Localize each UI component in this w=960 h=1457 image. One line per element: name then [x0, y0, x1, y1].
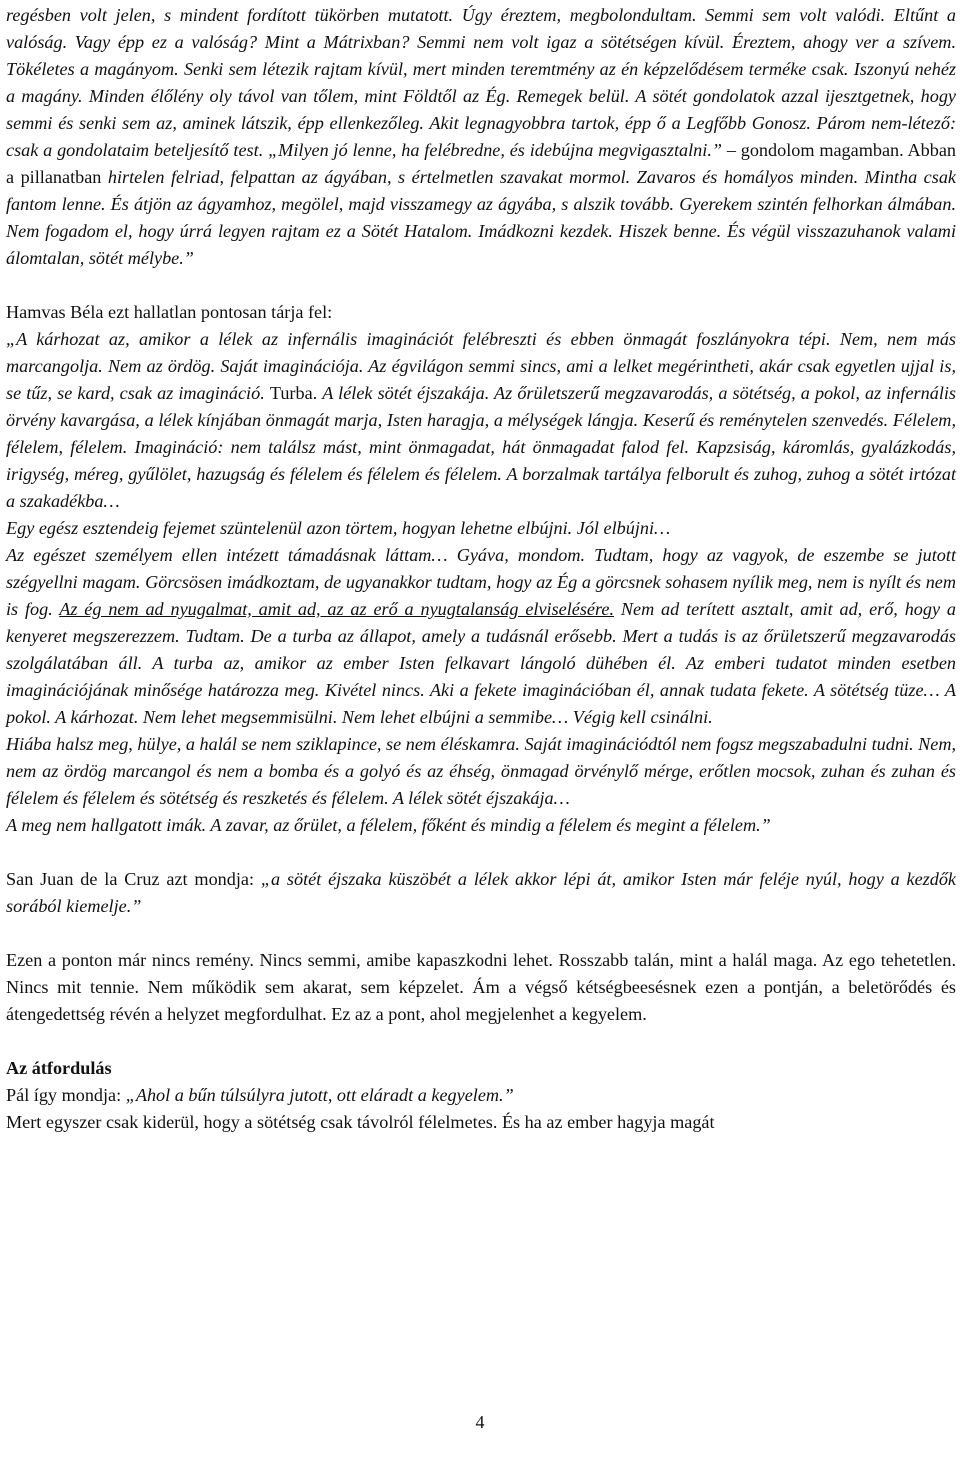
text-run: Az ég nem ad nyugalmat, amit ad, az az erő a nyugtalanság elviselésére.: [59, 599, 615, 619]
text-run: Hiába halsz meg, hülye, a halál se nem sziklapince, se nem éléskamra. Saját imaginációdtól nem fogsz megszabadulni tudni. Nem, nem az ördög marcangol és nem a bomba és a golyó és az éhség, önmagad örvénylő mérge, erőtlen mocsok, zuhan és zuhan és félelem és félelem és sötétség és reszketés és félelem. A lélek sötét éjszakája…: [6, 734, 956, 808]
text-run: regésben volt jelen, s mindent fordított tükörben mutatott. Úgy éreztem, megbolondultam. Semmi sem volt valódi. Eltűnt a valóság. Vagy épp ez a valóság? Mint a Mátrixban? Semmi nem volt igaz a sötétségen kívül. Éreztem, ahogy ver a szívem. Tökéletes a magányom. Senki sem létezik rajtam kívül, mert minden teremtmény az én képzelődésem terméke csak. Iszonyú nehéz a magány. Minden élőlény oly távol van tőlem, mint Földtől az Ég. Remegek belül. A sötét gondolatok azzal ijesztgetnek, hogy semmi és senki sem az, aminek látszik, épp ellenkezőleg. Akit legnagyobbra tartok, épp ő a Legfőbb Gonosz. Párom nem-létező: csak a gondolataim beteljesítő test. „Milyen jó lenne, ha felébredne, és idebújna megvigasztalni.”: [6, 5, 956, 160]
paragraph-gap: [6, 1028, 956, 1055]
text-run: „Ahol a bűn túlsúlyra jutott, ott eláradt a kegyelem.”: [125, 1085, 514, 1105]
paragraph-no-hope: Ezen a ponton már nincs remény. Nincs semmi, amibe kapaszkodni lehet. Rosszabb talán, mint a halál maga. Az ego tehetetlen. Nincs mit tennie. Nem működik sem akarat, sem képzelet. Ám a végső kétségbeesésnek ezen a pontján, a beletörődés és átengedettség révén a helyzet megfordulhat. Ez az a pont, ahol megjelenhet a kegyelem.: [6, 950, 956, 1024]
paragraph-closing: Mert egyszer csak kiderül, hogy a sötétség csak távolról félelmetes. És ha az ember hagyja magát: [6, 1112, 715, 1132]
paragraph-hamvas-intro: Hamvas Béla ezt hallatlan pontosan tárja fel:: [6, 302, 333, 322]
paragraph-san-juan: [6, 866, 956, 920]
paragraph-pal-quote: [6, 1082, 956, 1109]
paragraph-gap: [6, 920, 956, 947]
text-run: „A kárhozat az, amikor a lélek az infernális imaginációt felébreszti és ebben önmagát foszlányokra tépi. Nem, nem más marcangolja. Nem az ördög. Saját imaginációja. Az égvilágon semmi sincs, ami a lelket megérintheti, akár csak egyetlen ujjal is, se tűz, se kard, csak az imagináció.: [6, 329, 956, 403]
paragraph-hamvas-quote-3: [6, 542, 956, 731]
text-run: Nem ad terített asztalt, amit ad, erő, hogy a kenyeret megszerezzem. Tudtam. De a turba az állapot, amely a tudásnál erősebb. Mert a tudás is az őrületszerű megzavarodás szolgálatában áll. A turba az, amikor az ember Isten felkavart lángoló dühében él. Az emberi tudatot minden esetben imaginációjának minősége határozza meg. Kivétel nincs. Aki a fekete imaginációban él, annak tudata fekete. A sötétség tüze… A pokol. A kárhozat. Nem lehet megsemmisülni. Nem lehet elbújni a semmibe… Végig kell csinálni.: [6, 599, 956, 727]
section-heading: Az átfordulás: [6, 1058, 112, 1078]
text-run: Pál így mondja:: [6, 1085, 126, 1105]
text-run: – gondolom magamban. Abban a pillanatban: [6, 140, 956, 187]
paragraph-hamvas-quote-4: [6, 731, 956, 812]
text-run: A meg nem hallgatott imák. A zavar, az őrület, a félelem, főként és mindig a félelem és megint a félelem.”: [6, 815, 771, 835]
text-run: Turba.: [269, 383, 323, 403]
paragraph-hamvas-quote-5: [6, 812, 956, 839]
text-run: Az egészet személyem ellen intézett támadásnak láttam… Gyáva, mondom. Tudtam, hogy az vagyok, de eszembe se jutott szégyellni magam. Görcsösen imádkoztam, de ugyanakkor tudtam, hogy az Ég a görcsnek sohasem nyílik meg, nem is nyílt és nem is fog.: [6, 545, 956, 619]
text-run: „a sötét éjszaka küszöbét a lélek akkor lépi át, amikor Isten már feléje nyúl, hogy a kezdők sorából kiemelje.”: [6, 869, 956, 916]
paragraph-dream-narrative: [6, 2, 956, 272]
text-run: A lélek sötét éjszakája. Az őrületszerű megzavarodás, a sötétség, a pokol, az infernális örvény kavargása, a lélek kínjában önmagát marja, Isten haragja, a mélységek lángja. Keserű és reménytelen szenvedés. Félelem, félelem, félelem. Imagináció: nem találsz mást, mint önmagadat, hát önmagadat falod fel. Kapzsiság, káromlás, gyalázkodás, irigység, méreg, gyűlölet, hazugság és félelem és félelem és félelem. A borzalmak tartálya felborult és zuhog, zuhog a sötét irtózat a szakadékba…: [6, 383, 957, 511]
document-page: [6, 2, 956, 1136]
paragraph-gap: [6, 272, 956, 299]
text-run: San Juan de la Cruz azt mondja:: [6, 869, 261, 889]
text-run: hirtelen felriad, felpattan az ágyában, s értelmetlen szavakat mormol. Zavaros és homályos minden. Mintha csak fantom lenne. És átjön az ágyamhoz, megölel, majd visszamegy az ágyába, s alszik tovább. Gyerekem szintén felhorkan álmában. Nem fogadom el, hogy úrrá legyen rajtam ez a Sötét Hatalom. Imádkozni kezdek. Hiszek benne. És végül visszazuhanok valami álomtalan, sötét mélybe.”: [6, 167, 956, 268]
paragraph-gap: [6, 839, 956, 866]
page-number: 4: [475, 1412, 485, 1432]
paragraph-hamvas-quote-1: [6, 326, 956, 515]
text-run: Egy egész esztendeig fejemet szüntelenül azon törtem, hogyan lehetne elbújni. Jól elbújni…: [6, 518, 671, 538]
paragraph-hamvas-quote-2: [6, 515, 956, 542]
